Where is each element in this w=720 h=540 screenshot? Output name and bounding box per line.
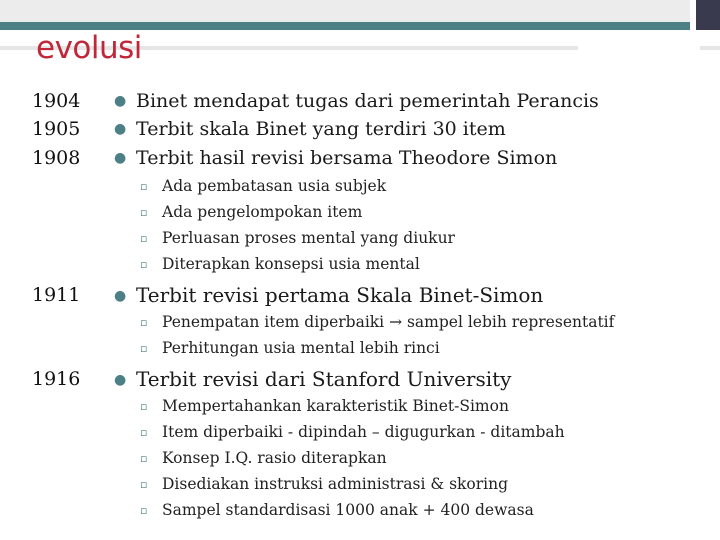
bullet-item — [114, 147, 557, 169]
subbullet-item — [140, 229, 455, 247]
header-band — [0, 0, 720, 22]
square-bullet-icon: ▫ — [140, 478, 148, 491]
bullet-dot-icon: ● — [114, 121, 127, 137]
square-bullet-icon: ▫ — [140, 452, 148, 465]
subbullet-text: Konsep I.Q. rasio diterapkan — [162, 449, 387, 467]
square-bullet-icon: ▫ — [140, 504, 148, 517]
bullet-text: Terbit revisi pertama Skala Binet-Simon — [136, 283, 544, 307]
bullet-item — [114, 367, 511, 391]
bullet-item — [114, 118, 506, 140]
square-bullet-icon: ▫ — [140, 180, 148, 193]
bullet-text: Binet mendapat tugas dari pemerintah Perancis — [136, 90, 599, 112]
bullet-text: Terbit hasil revisi bersama Theodore Simon — [136, 147, 558, 169]
square-bullet-icon: ▫ — [140, 206, 148, 219]
subbullet-text: Perhitungan usia mental lebih rinci — [162, 339, 440, 357]
subbullet-item — [140, 475, 508, 493]
year-label: 1916 — [32, 368, 81, 390]
bullet-dot-icon: ● — [114, 288, 127, 304]
subbullet-item — [140, 339, 440, 357]
subbullet-item — [140, 397, 509, 415]
bullet-item — [114, 283, 543, 307]
subbullet-text: Ada pengelompokan item — [162, 203, 363, 221]
subbullet-text: Diterapkan konsepsi usia mental — [162, 255, 420, 273]
square-bullet-icon: ▫ — [140, 258, 148, 271]
subbullet-item — [140, 313, 614, 331]
bullet-item — [114, 90, 599, 112]
subbullet-text: Ada pembatasan usia subjek — [162, 177, 387, 195]
year-label: 1911 — [32, 284, 81, 306]
square-bullet-icon: ▫ — [140, 400, 148, 413]
square-bullet-icon: ▫ — [140, 342, 148, 355]
subbullet-item — [140, 501, 534, 519]
subbullet-item — [140, 449, 387, 467]
subbullet-item — [140, 203, 362, 221]
title-underline-right — [700, 46, 720, 50]
header-accent-bar — [0, 22, 690, 30]
subbullet-text: Item diperbaiki - dipindah – digugurkan - ditambah — [162, 423, 565, 441]
bullet-dot-icon: ● — [114, 372, 127, 388]
subbullet-text: Sampel standardisasi 1000 anak + 400 dewasa — [162, 501, 534, 519]
subbullet-item — [140, 177, 386, 195]
subbullet-item — [140, 423, 565, 441]
subbullet-text: Disediakan instruksi administrasi & skoring — [162, 475, 509, 493]
subbullet-text: Penempatan item diperbaiki → sampel lebih representatif — [162, 313, 615, 331]
subbullet-text: Perluasan proses mental yang diukur — [162, 229, 455, 247]
bullet-dot-icon: ● — [114, 93, 127, 109]
square-bullet-icon: ▫ — [140, 232, 148, 245]
header-corner-block — [696, 0, 720, 30]
square-bullet-icon: ▫ — [140, 316, 148, 329]
year-label: 1908 — [32, 147, 81, 169]
subbullet-text: Mempertahankan karakteristik Binet-Simon — [162, 397, 509, 415]
bullet-dot-icon: ● — [114, 150, 127, 166]
year-label: 1905 — [32, 118, 81, 140]
bullet-text: Terbit revisi dari Stanford University — [136, 367, 512, 391]
square-bullet-icon: ▫ — [140, 426, 148, 439]
bullet-text: Terbit skala Binet yang terdiri 30 item — [136, 118, 506, 140]
slide-title: evolusi — [36, 30, 142, 66]
year-label: 1904 — [32, 90, 81, 112]
subbullet-item — [140, 255, 420, 273]
